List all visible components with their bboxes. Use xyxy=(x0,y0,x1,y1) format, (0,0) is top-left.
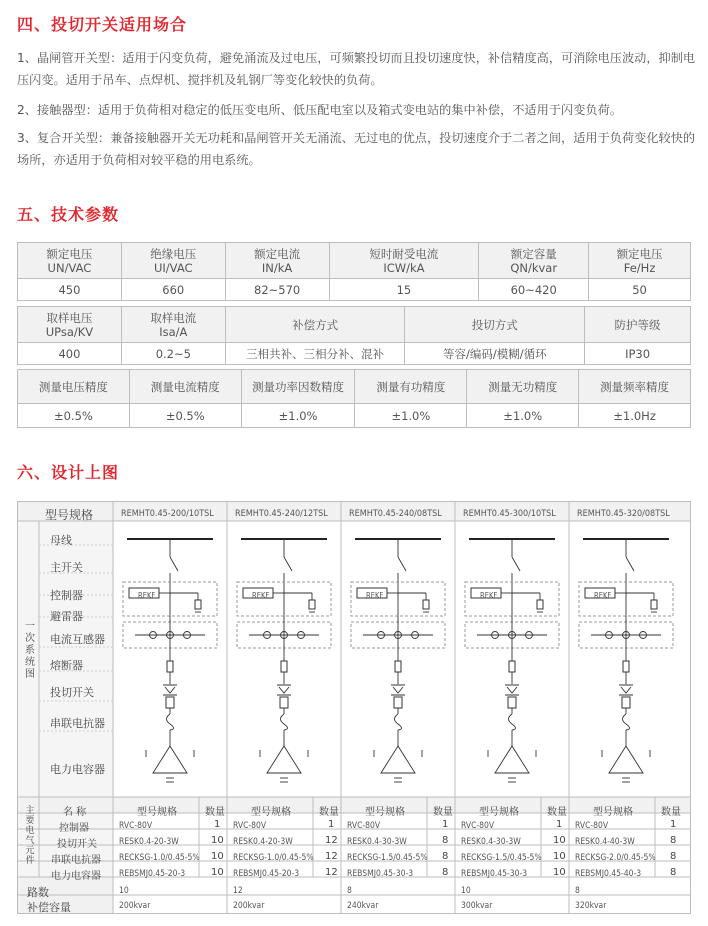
spec-table-2 xyxy=(17,306,691,365)
schematic-4-fuse xyxy=(509,661,515,672)
elements-qty-header-2: 数量 xyxy=(319,807,339,818)
row-label-main-switch: 主开关 xyxy=(50,561,83,574)
model-4: REMHT0.45-300/10TSL xyxy=(463,509,556,519)
schematic-4-switch-module xyxy=(508,697,516,708)
row-label-arrester: 避雷器 xyxy=(50,610,83,623)
row-label-controller: 控制器 xyxy=(50,589,83,602)
schematic-3-capacitor-delta xyxy=(381,746,415,773)
spec1-value-4: 60~420 xyxy=(479,279,589,301)
schematic-3-arrester xyxy=(423,600,429,609)
c4-qty-controller: 1 xyxy=(556,819,563,830)
c3-qty-capacitor: 8 xyxy=(442,867,449,878)
circuits-label: 路数 xyxy=(27,886,49,899)
controller-tag-5: REKF xyxy=(594,591,612,600)
schematic-1-reactor xyxy=(167,714,174,730)
spec1-value-5: 50 xyxy=(589,279,691,301)
elements-model-header-3: 型号规格 xyxy=(365,807,405,818)
section4-item-2: 2、接触器型：适用于负荷相对稳定的低压变电所、低压配电室以及箱式变电站的集中补偿，不适用于闪变负荷。 xyxy=(17,103,622,117)
spec3-value-2: ±1.0% xyxy=(241,404,355,428)
model-3: REMHT0.45-240/08TSL xyxy=(349,509,442,519)
c1-qty-capacitor: 10 xyxy=(211,867,224,878)
c2-qty-switch: 12 xyxy=(325,835,338,846)
spec3-value-3: ±1.0% xyxy=(355,404,467,428)
elements-model-header-1: 型号规格 xyxy=(137,807,177,818)
circuits-1: 10 xyxy=(119,886,129,896)
c5-qty-capacitor: 8 xyxy=(670,867,677,878)
elements-qty-header-4: 数量 xyxy=(547,807,567,818)
schematic-3-thyristor xyxy=(391,685,405,695)
model-2: REMHT0.45-240/12TSL xyxy=(235,509,328,519)
controller-tag-4: REKF xyxy=(480,591,498,600)
c3-model-controller: RVC-80V xyxy=(347,821,381,831)
controller-tag-1: REKF xyxy=(138,591,156,600)
spec-table-1 xyxy=(17,242,691,301)
schematic-1-switch-module xyxy=(166,697,174,708)
capacity-4: 300kvar xyxy=(461,901,493,911)
c4-model-capacitor: REBSMJ0.45-30-3 xyxy=(461,869,528,879)
capacity-3: 240kvar xyxy=(347,901,379,911)
main-elements-label: 主 要 电 气 元 件 xyxy=(25,806,35,866)
c5-model-switch: RESK0.4-40-3W xyxy=(575,837,635,847)
c4-model-switch: RESK0.4-30-3W xyxy=(461,837,521,847)
controller-tag-2: REKF xyxy=(252,591,270,600)
controller-tag-3: REKF xyxy=(366,591,384,600)
element-name-reactor: 串联电抗器 xyxy=(51,855,101,866)
c1-model-capacitor: REBSMJ0.45-20-3 xyxy=(119,869,186,879)
schematic-5-arrester xyxy=(651,600,657,609)
schematic-5-main-switch xyxy=(626,557,634,571)
spec2-value-4: IP30 xyxy=(585,343,691,365)
schematic-5-fuse xyxy=(623,661,629,672)
schematic-5-switch-module xyxy=(622,697,630,708)
c5-qty-reactor: 8 xyxy=(670,851,677,862)
c5-model-capacitor: REBSMJ0.45-40-3 xyxy=(575,869,642,879)
model-1: REMHT0.45-200/10TSL xyxy=(121,509,214,519)
spec1-header-4: 额定容量 QN/kvar xyxy=(479,243,589,279)
c4-qty-switch: 10 xyxy=(553,835,566,846)
spec3-header-0: 测量电压精度 xyxy=(18,370,130,404)
schematic-3-reactor xyxy=(395,714,402,730)
row-label-capacitor: 电力电容器 xyxy=(50,763,105,776)
spec1-value-3: 15 xyxy=(329,279,479,301)
primary-system-label: 一 次 系 统 图 xyxy=(25,621,35,680)
spec1-value-2: 82~570 xyxy=(225,279,329,301)
spec2-value-0: 400 xyxy=(18,343,122,365)
c5-qty-controller: 1 xyxy=(670,819,677,830)
element-name-capacitor: 电力电容器 xyxy=(51,871,101,882)
spec2-value-3: 等容/编码/模糊/循环 xyxy=(405,343,585,365)
c2-model-reactor: RECKSG-1.0/0.45-5% xyxy=(233,853,314,863)
capacity-1: 200kvar xyxy=(119,901,151,911)
elements-qty-header-1: 数量 xyxy=(205,807,225,818)
spec3-header-1: 测量电流精度 xyxy=(129,370,241,404)
capacity-5: 320kvar xyxy=(575,901,607,911)
section6-title: 六、设计上图 xyxy=(17,463,120,482)
row-label-ct: 电流互感器 xyxy=(50,633,105,646)
row-label-busbar: 母线 xyxy=(50,534,72,547)
spec3-header-5: 测量频率精度 xyxy=(579,370,691,404)
c1-model-reactor: RECKSG-1.0/0.45-5% xyxy=(119,853,200,863)
elements-qty-header-3: 数量 xyxy=(433,807,453,818)
c1-qty-reactor: 10 xyxy=(211,851,224,862)
spec3-header-4: 测量无功精度 xyxy=(467,370,579,404)
spec1-header-2: 额定电流 IN/kA xyxy=(225,243,329,279)
c3-model-reactor: RECKSG-1.5/0.45-5% xyxy=(347,853,428,863)
circuits-3: 8 xyxy=(347,886,352,896)
capacity-2: 200kvar xyxy=(233,901,265,911)
model-label: 型号规格 xyxy=(45,508,94,522)
schematic-3-fuse xyxy=(395,661,401,672)
elements-model-header-4: 型号规格 xyxy=(479,807,519,818)
c3-model-capacitor: REBSMJ0.45-30-3 xyxy=(347,869,414,879)
spec3-value-4: ±1.0% xyxy=(467,404,579,428)
c3-qty-switch: 8 xyxy=(442,835,449,846)
section4-item-1: 1、晶闸管开关型：适用于闪变负荷，避免涌流及过电压，可频繁投切而且投切速度快，补信精度高，可消除电压波动，抑制电压闪变。适用于吊车、点焊机、搅拌机及轧钢厂等变化较快的负荷。 xyxy=(17,51,696,87)
spec2-header-1: 取样电流 Isa/A xyxy=(121,307,225,343)
spec2-header-3: 投切方式 xyxy=(405,307,585,343)
section4-item-3: 3、复合开关型：兼备接触器开关无功耗和晶闸管开关无涌流、无过电的优点，投切速度介于二者之间，适用于负荷变化较快的场所，亦适用于负荷相对较平稳的用电系统。 xyxy=(17,131,696,167)
circuits-5: 8 xyxy=(575,886,580,896)
schematic-4-arrester xyxy=(537,600,543,609)
schematic-5-thyristor xyxy=(619,685,633,695)
schematic-5-reactor xyxy=(623,714,630,730)
schematic-1-arrester xyxy=(195,600,201,609)
schematic-1-capacitor-delta xyxy=(153,746,187,773)
schematic-3-switch-module xyxy=(394,697,402,708)
spec3-value-5: ±1.0Hz xyxy=(579,404,691,428)
spec2-header-0: 取样电压 UPsa/KV xyxy=(18,307,122,343)
spec1-header-3: 短时耐受电流 ICW/kA xyxy=(329,243,479,279)
schematic-2-thyristor xyxy=(277,685,291,695)
c5-model-controller: RVC-80V xyxy=(575,821,609,831)
schematic-2-switch-module xyxy=(280,697,288,708)
spec1-header-5: 额定电压 Fe/Hz xyxy=(589,243,691,279)
elements-model-header-2: 型号规格 xyxy=(251,807,291,818)
section4-title: 四、投切开关适用场合 xyxy=(17,15,188,34)
spec1-header-1: 绝缘电压 UI/VAC xyxy=(121,243,225,279)
schematic-4-thyristor xyxy=(505,685,519,695)
spec3-header-2: 测量功率因数精度 xyxy=(241,370,355,404)
schematic-1-fuse xyxy=(167,661,173,672)
spec3-header-3: 测量有功精度 xyxy=(355,370,467,404)
c5-model-reactor: RECKSG-2.0/0.45-5% xyxy=(575,853,656,863)
capacity-label: 补偿容量 xyxy=(27,901,71,914)
schematic-2-capacitor-delta xyxy=(267,746,301,773)
c1-qty-switch: 10 xyxy=(211,835,224,846)
schematic-2-fuse xyxy=(281,661,287,672)
subheader-row-bg xyxy=(17,797,691,813)
elements-name-header: 名 称 xyxy=(63,807,87,818)
design-border xyxy=(18,502,691,914)
schematic-5-capacitor-delta xyxy=(609,746,643,773)
c1-qty-controller: 1 xyxy=(214,819,221,830)
row-label-switching: 投切开关 xyxy=(50,686,94,699)
c2-model-capacitor: REBSMJ0.45-20-3 xyxy=(233,869,300,879)
c4-model-controller: RVC-80V xyxy=(461,821,495,831)
spec2-header-4: 防护等级 xyxy=(585,307,691,343)
spec3-value-1: ±0.5% xyxy=(129,404,241,428)
circuits-2: 12 xyxy=(233,886,243,896)
spec-table-3 xyxy=(17,369,691,428)
spec3-value-0: ±0.5% xyxy=(18,404,130,428)
design-table xyxy=(17,501,691,914)
c2-model-controller: RVC-80V xyxy=(233,821,267,831)
schematic-4-capacitor-delta xyxy=(495,746,529,773)
circuits-4: 10 xyxy=(461,886,471,896)
elements-qty-header-5: 数量 xyxy=(661,807,681,818)
c2-model-switch: RESK0.4-20-3W xyxy=(233,837,293,847)
schematic-2-main-switch xyxy=(284,557,292,571)
c2-qty-capacitor: 12 xyxy=(325,867,338,878)
spec1-value-0: 450 xyxy=(18,279,122,301)
spec1-header-0: 额定电压 UN/VAC xyxy=(18,243,122,279)
element-name-controller: 控制器 xyxy=(59,823,89,834)
c4-model-reactor: RECKSG-1.5/0.45-5% xyxy=(461,853,542,863)
c3-model-switch: RESK0.4-30-3W xyxy=(347,837,407,847)
spec2-header-2: 补偿方式 xyxy=(225,307,405,343)
schematic-2-reactor xyxy=(281,714,288,730)
spec2-value-1: 0.2~5 xyxy=(121,343,225,365)
row-label-reactor: 串联电抗器 xyxy=(50,717,105,730)
elements-model-header-5: 型号规格 xyxy=(593,807,633,818)
c1-model-controller: RVC-80V xyxy=(119,821,153,831)
c3-qty-reactor: 8 xyxy=(442,851,449,862)
schematic-1-thyristor xyxy=(163,685,177,695)
c2-qty-controller: 1 xyxy=(328,819,335,830)
schematic-4-reactor xyxy=(509,714,516,730)
section5-title: 五、技术参数 xyxy=(17,205,120,224)
c1-model-switch: RESK0.4-20-3W xyxy=(119,837,179,847)
schematic-2-arrester xyxy=(309,600,315,609)
schematic-1-main-switch xyxy=(170,557,178,571)
schematic-3-main-switch xyxy=(398,557,406,571)
c2-qty-reactor: 12 xyxy=(325,851,338,862)
spec2-value-2: 三相共补、三相分补、混补 xyxy=(225,343,405,365)
spec1-value-1: 660 xyxy=(121,279,225,301)
c5-qty-switch: 8 xyxy=(670,835,677,846)
element-name-switch: 投切开关 xyxy=(57,839,97,850)
model-5: REMHT0.45-320/08TSL xyxy=(577,509,670,519)
c4-qty-capacitor: 10 xyxy=(553,867,566,878)
row-label-fuse: 熔断器 xyxy=(50,659,83,672)
c3-qty-controller: 1 xyxy=(442,819,449,830)
c4-qty-reactor: 10 xyxy=(553,851,566,862)
schematic-4-main-switch xyxy=(512,557,520,571)
